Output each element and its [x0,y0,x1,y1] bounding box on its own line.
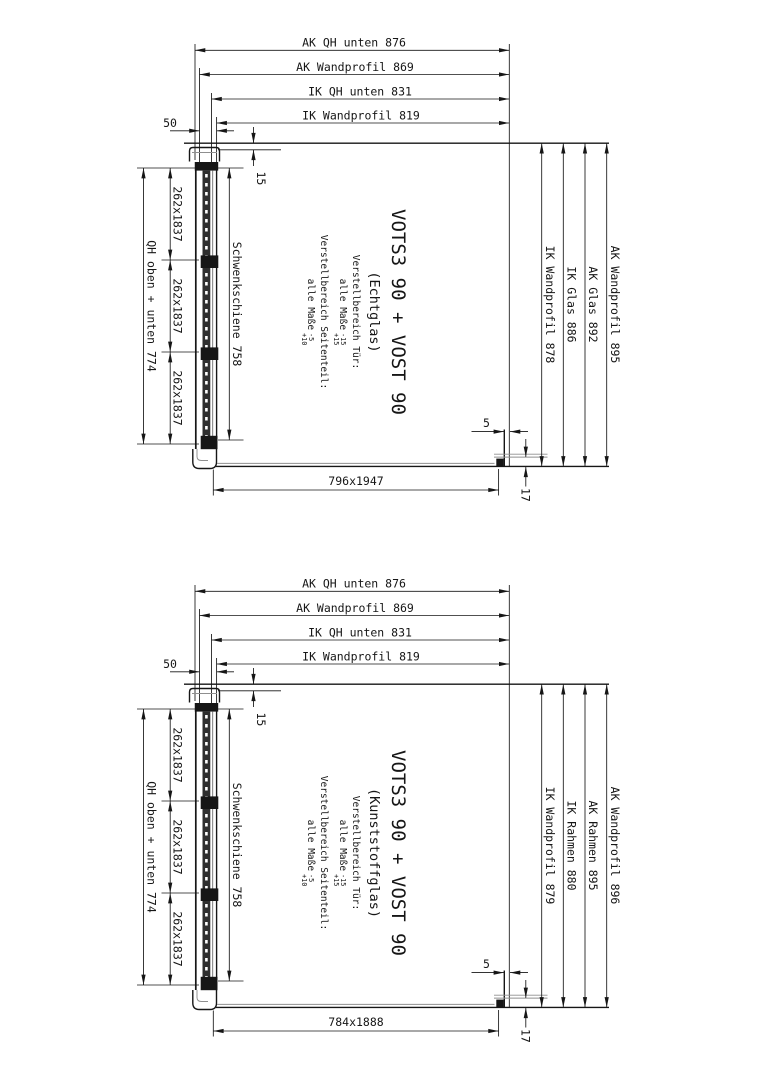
panel-dimension-group [213,469,498,496]
bottom-clamp-block [201,977,218,990]
door-adjust-label: Verstellbereich Tür: [350,254,361,370]
side-adjust-tolerance: -5 +10 [300,874,315,887]
product-label-block [296,733,414,973]
dim-label-15: 15 [254,712,269,727]
hinge-block [201,347,219,360]
drawing-kunststoffglas [0,541,763,1080]
door-adjust-tolerance: -15 +15 [332,333,347,346]
dim-label-50: 50 [163,657,177,671]
door-adjust-value: alle Maße [337,278,348,331]
glass-type-label: (Kunststoffglas) [366,787,382,919]
dim-label-segment-2: 262x1837 [170,278,185,334]
dim-label-right-4: AK Wandprofil 896 [607,786,622,905]
dim-label-ak-qh-unten: AK QH unten 876 [302,576,406,591]
door-adjust-value: alle Maße [337,819,348,872]
door-adjust-value-row [332,279,348,346]
wall-profile-block [496,1000,503,1007]
dim-label-5: 5 [483,956,490,971]
dim-label-right-4: AK Wandprofil 895 [607,245,622,364]
side-adjust-value: alle Maße [305,819,316,872]
glass-type-label: (Echtglas) [366,271,382,353]
dim-label-ik-wandprofil: IK Wandprofil 819 [302,649,420,664]
side-adjust-value: alle Maße [305,278,316,331]
dim-label-panel-size: 784x1888 [328,1015,384,1030]
bottom-clamp-block [201,436,218,449]
side-adjust-value-row [300,820,316,887]
door-adjust-value-row [332,820,348,887]
dim-label-right-2: IK Glas 886 [564,266,579,343]
dim-label-ik-qh-unten: IK QH unten 831 [308,84,412,99]
wall-profile-block [496,459,503,466]
left-dimension-group [137,168,244,444]
right-dimension-group [542,684,622,1007]
dim-label-segment-1: 262x1837 [170,727,185,783]
product-label-block [296,192,414,432]
product-title: VOTS3 90 + VOST 90 [387,209,409,415]
panel-dimension-group [213,1010,498,1037]
pivot-door-assembly [190,689,220,1010]
dim-label-17: 17 [518,1029,533,1043]
dim-label-schwenkschiene: Schwenkschiene 758 [229,241,244,367]
side-adjust-value-row [300,279,316,346]
dim-label-right-1: IK Wandprofil 878 [542,245,557,364]
dim-label-segment-1: 262x1837 [170,186,185,242]
dim-label-5: 5 [483,415,490,430]
dim-label-17: 17 [518,488,533,502]
dim-label-ik-qh-unten: IK QH unten 831 [308,625,412,640]
wall-line [184,684,609,691]
pivot-door-assembly [190,148,220,469]
dim-label-right-3: AK Glas 892 [586,266,601,343]
dim-label-15: 15 [254,171,269,186]
door-adjust-label: Verstellbereich Tür: [350,795,361,911]
dim-label-right-1: IK Wandprofil 879 [542,786,557,905]
dim-label-panel-size: 796x1947 [328,474,384,489]
side-adjust-label: Verstellbereich Seitenteil: [318,234,329,390]
dim-label-segment-2: 262x1837 [170,819,185,875]
product-title: VOTS3 90 + VOST 90 [387,750,409,956]
dim-label-right-2: IK Rahmen 880 [564,800,579,891]
dim-label-ak-wandprofil: AK Wandprofil 869 [296,59,414,74]
dim-label-ik-wandprofil: IK Wandprofil 819 [302,108,420,123]
dim-label-qh-oben-unten: QH oben + unten 774 [144,240,159,372]
side-panel [216,430,609,467]
left-dimension-group [137,709,244,985]
hinge-block [201,888,219,901]
wall-line [184,143,609,150]
side-adjust-label: Verstellbereich Seitenteil: [318,775,329,931]
dim-label-segment-3: 262x1837 [170,911,185,967]
side-adjust-tolerance: -5 +10 [300,333,315,346]
dim-label-ak-wandprofil: AK Wandprofil 869 [296,600,414,615]
dim-label-50: 50 [163,116,177,130]
side-panel [216,971,609,1008]
right-dimension-group [542,143,622,466]
door-adjust-tolerance: -15 +15 [332,874,347,887]
dim-label-ak-qh-unten: AK QH unten 876 [302,35,406,50]
hinge-block [201,796,219,809]
dim-label-qh-oben-unten: QH oben + unten 774 [144,781,159,913]
dim-label-schwenkschiene: Schwenkschiene 758 [229,782,244,908]
dim-label-segment-3: 262x1837 [170,370,185,426]
hinge-block [201,255,219,268]
dim-label-right-3: AK Rahmen 895 [586,800,601,891]
